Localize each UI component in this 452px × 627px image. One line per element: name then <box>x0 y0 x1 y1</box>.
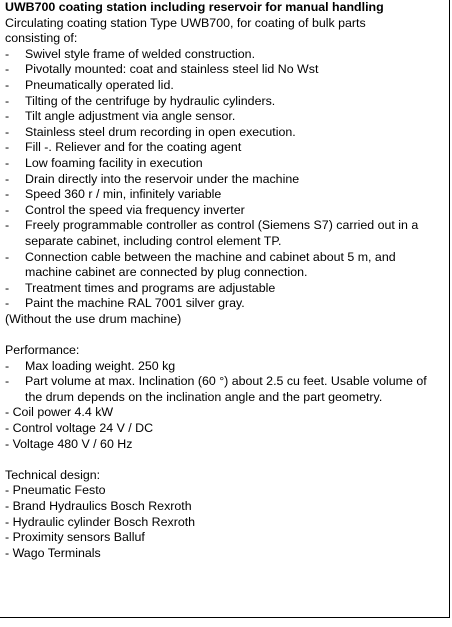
intro-line: Circulating coating station Type UWB700, for coating of bulk parts <box>5 15 366 30</box>
list-item: - Drain directly into the reservoir under the machine <box>5 171 300 186</box>
technical-heading: Technical design: <box>5 467 101 482</box>
dash-bullet: - <box>5 109 10 124</box>
dash-bullet: - <box>5 280 10 295</box>
list-item: - Connection cable between the machine and cabinet about 5 m, and machine cabinet are connected by plug connection. <box>5 249 396 280</box>
technical-item: - Proximity sensors Balluf <box>5 530 145 545</box>
list-item: - Stainless steel drum recording in open execution. <box>5 124 296 139</box>
spacer <box>5 452 445 468</box>
list-item: - Tilt angle adjustment via angle sensor. <box>5 109 236 124</box>
dash-bullet: - <box>5 374 10 389</box>
technical-item: - Pneumatic Festo <box>5 483 106 498</box>
document-title: UWB700 coating station including reservoir for manual handling <box>5 0 384 14</box>
list-item: - Paint the machine RAL 7001 silver gray. <box>5 296 245 311</box>
list-item: - Tilting of the centrifuge by hydraulic cylinders. <box>5 93 276 108</box>
dash-bullet: - <box>5 93 10 108</box>
dash-bullet: - <box>5 171 10 186</box>
dash-bullet: - <box>5 124 10 139</box>
dash-bullet: - <box>5 202 10 217</box>
dash-bullet: - <box>5 140 10 155</box>
dash-bullet: - <box>5 62 10 77</box>
list-item: - Pneumatically operated lid. <box>5 77 174 92</box>
list-item: - Speed 360 r / min, infinitely variable <box>5 187 222 202</box>
document <box>5 0 445 561</box>
list-item: - Swivel style frame of welded construction. <box>5 46 256 61</box>
dash-bullet: - <box>5 358 10 373</box>
dash-bullet: - <box>5 77 10 92</box>
list-item: - Freely programmable controller as control (Siemens S7) carried out in a separate cabinet, including control element TP. <box>5 218 419 248</box>
feature-list <box>5 47 445 312</box>
list-item: - Part volume at max. Inclination (60 °) about 2.5 cu feet. Usable volume of the drum depends on the inclination angle and the part geometry. <box>5 374 427 404</box>
technical-item: - Wago Terminals <box>5 545 101 560</box>
list-item: - Treatment times and programs are adjustable <box>5 280 276 295</box>
spec-line: - Coil power 4.4 kW <box>5 405 114 420</box>
list-item: - Pivotally mounted: coat and stainless steel lid No Wst <box>5 62 319 77</box>
technical-item: - Brand Hydraulics Bosch Rexroth <box>5 499 192 513</box>
list-item: - Control the speed via frequency inverter <box>5 202 245 217</box>
dash-bullet: - <box>5 218 10 233</box>
list-item: - Max loading weight. 250 kg <box>5 358 176 373</box>
spec-line: - Voltage 480 V / 60 Hz <box>5 436 133 451</box>
list-item: - Low foaming facility in execution <box>5 155 203 170</box>
technical-item: - Hydraulic cylinder Bosch Rexroth <box>5 514 196 529</box>
drum-note: (Without the use drum machine) <box>5 311 182 326</box>
dash-bullet: - <box>5 296 10 311</box>
list-item: - Fill -. Reliever and for the coating agent <box>5 140 242 155</box>
spec-line: - Control voltage 24 V / DC <box>5 421 154 436</box>
dash-bullet: - <box>5 155 10 170</box>
intro-line: consisting of: <box>5 31 78 46</box>
dash-bullet: - <box>5 249 10 264</box>
performance-heading: Performance: <box>5 343 80 358</box>
spacer <box>5 327 445 343</box>
dash-bullet: - <box>5 187 10 202</box>
dash-bullet: - <box>5 46 10 61</box>
